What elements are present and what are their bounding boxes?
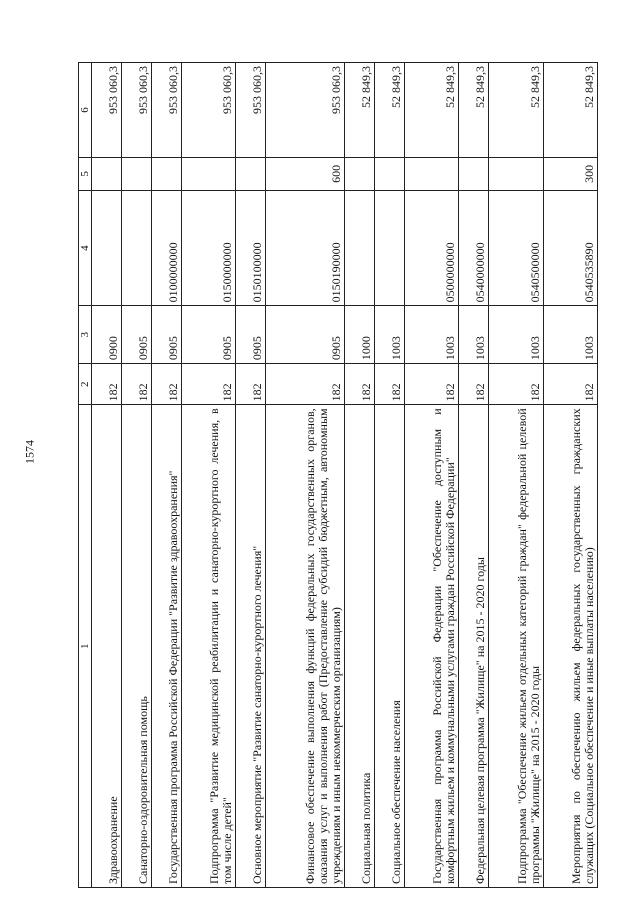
row-col3-cell: 0905 <box>151 306 181 364</box>
row-col2-cell: 182 <box>404 364 458 405</box>
row-col5-cell <box>344 157 374 190</box>
row-amount-cell: 953 060,3 <box>151 63 181 158</box>
row-col4-cell: 0540000000 <box>459 190 489 306</box>
header-col-3: 3 <box>79 306 92 364</box>
row-col4-cell: 0150190000 <box>266 190 345 306</box>
row-col5-cell: 300 <box>543 157 597 190</box>
row-col3-cell: 1003 <box>374 306 404 364</box>
row-col4-cell <box>121 190 151 306</box>
row-col2-cell: 182 <box>121 364 151 405</box>
row-col4-cell: 0500000000 <box>404 190 458 306</box>
row-name-cell: Социальное обеспечение населения <box>374 405 404 888</box>
table-body <box>92 63 598 888</box>
table-row <box>266 63 345 888</box>
table-row <box>181 63 235 888</box>
row-name-cell: Государственная программа Российской Федерации "Развитие здравоохранения" <box>151 405 181 888</box>
row-col4-cell: 0150000000 <box>181 190 235 306</box>
row-amount-cell: 52 849,3 <box>374 63 404 158</box>
table-row <box>459 63 489 888</box>
row-col2-cell: 182 <box>92 364 122 405</box>
row-col5-cell: 600 <box>266 157 345 190</box>
row-col2-cell: 182 <box>266 364 345 405</box>
rotated-table-container <box>78 62 598 888</box>
row-amount-cell: 953 060,3 <box>92 63 122 158</box>
row-name-cell: Здравоохранение <box>92 405 122 888</box>
table-row <box>92 63 122 888</box>
row-col3-cell: 1000 <box>344 306 374 364</box>
row-name-cell: Санаторно-оздоровительная помощь <box>121 405 151 888</box>
table-row <box>344 63 374 888</box>
row-col4-cell: 0150100000 <box>236 190 266 306</box>
row-name-cell: Государственная программа Российской Федерации "Обеспечение доступным и комфортным жильем и коммунальными услугами граждан Российской Федерации" <box>404 405 458 888</box>
row-name-cell: Основное мероприятие "Развитие санаторно-курортного лечения" <box>236 405 266 888</box>
row-amount-cell: 953 060,3 <box>236 63 266 158</box>
row-amount-cell: 52 849,3 <box>543 63 597 158</box>
row-col3-cell: 0905 <box>121 306 151 364</box>
budget-table <box>78 62 598 888</box>
row-amount-cell: 953 060,3 <box>181 63 235 158</box>
row-amount-cell: 52 849,3 <box>344 63 374 158</box>
header-col-6: 6 <box>79 63 92 158</box>
header-col-4: 4 <box>79 190 92 306</box>
row-col3-cell: 1003 <box>404 306 458 364</box>
table-row <box>121 63 151 888</box>
row-col4-cell: 0540535890 <box>543 190 597 306</box>
row-amount-cell: 52 849,3 <box>459 63 489 158</box>
row-col2-cell: 182 <box>236 364 266 405</box>
row-name-cell: Подпрограмма "Развитие медицинской реабилитации и санаторно-курортного лечения, в том числе детей" <box>181 405 235 888</box>
row-col5-cell <box>404 157 458 190</box>
row-col4-cell <box>374 190 404 306</box>
row-name-cell: Мероприятия по обеспечению жильем федеральных государственных гражданских служащих (Социальное обеспечение и иные выплаты населению) <box>543 405 597 888</box>
row-amount-cell: 953 060,3 <box>121 63 151 158</box>
header-col-5: 5 <box>79 157 92 190</box>
row-col2-cell: 182 <box>374 364 404 405</box>
row-amount-cell: 52 849,3 <box>404 63 458 158</box>
table-row <box>404 63 458 888</box>
row-col4-cell <box>344 190 374 306</box>
row-name-cell: Социальная политика <box>344 405 374 888</box>
row-amount-cell: 52 849,3 <box>489 63 543 158</box>
row-amount-cell: 953 060,3 <box>266 63 345 158</box>
row-col5-cell <box>236 157 266 190</box>
row-col4-cell: 0100000000 <box>151 190 181 306</box>
row-name-cell: Федеральная целевая программа "Жилище" на 2015 - 2020 годы <box>459 405 489 888</box>
row-col2-cell: 182 <box>489 364 543 405</box>
row-col5-cell <box>459 157 489 190</box>
page-number: 1574 <box>22 440 37 464</box>
row-name-cell: Финансовое обеспечение выполнения функций федеральных государственных органов, оказания услуг и выполнения работ (Предоставление субсидий бюджетным, автономным учреждениям и иным некоммерческим организациям) <box>266 405 345 888</box>
row-col3-cell: 0905 <box>266 306 345 364</box>
table-row <box>543 63 597 888</box>
header-row <box>79 63 92 888</box>
row-col2-cell: 182 <box>151 364 181 405</box>
row-col4-cell: 0540500000 <box>489 190 543 306</box>
row-col5-cell <box>121 157 151 190</box>
row-col3-cell: 0905 <box>181 306 235 364</box>
row-col5-cell <box>151 157 181 190</box>
row-col2-cell: 182 <box>181 364 235 405</box>
row-col3-cell: 1003 <box>543 306 597 364</box>
header-col-1: 1 <box>79 405 92 888</box>
row-col4-cell <box>92 190 122 306</box>
row-col5-cell <box>489 157 543 190</box>
table-row <box>151 63 181 888</box>
row-col3-cell: 1003 <box>459 306 489 364</box>
row-col3-cell: 0905 <box>236 306 266 364</box>
row-name-cell: Подпрограмма "Обеспечение жильем отдельных категорий граждан" федеральной целевой программы "Жилище" на 2015 - 2020 годы <box>489 405 543 888</box>
row-col5-cell <box>181 157 235 190</box>
table-row <box>236 63 266 888</box>
row-col3-cell: 1003 <box>489 306 543 364</box>
table-row <box>489 63 543 888</box>
row-col2-cell: 182 <box>543 364 597 405</box>
header-col-2: 2 <box>79 364 92 405</box>
row-col2-cell: 182 <box>459 364 489 405</box>
row-col3-cell: 0900 <box>92 306 122 364</box>
row-col5-cell <box>374 157 404 190</box>
table-row <box>374 63 404 888</box>
row-col5-cell <box>92 157 122 190</box>
row-col2-cell: 182 <box>344 364 374 405</box>
